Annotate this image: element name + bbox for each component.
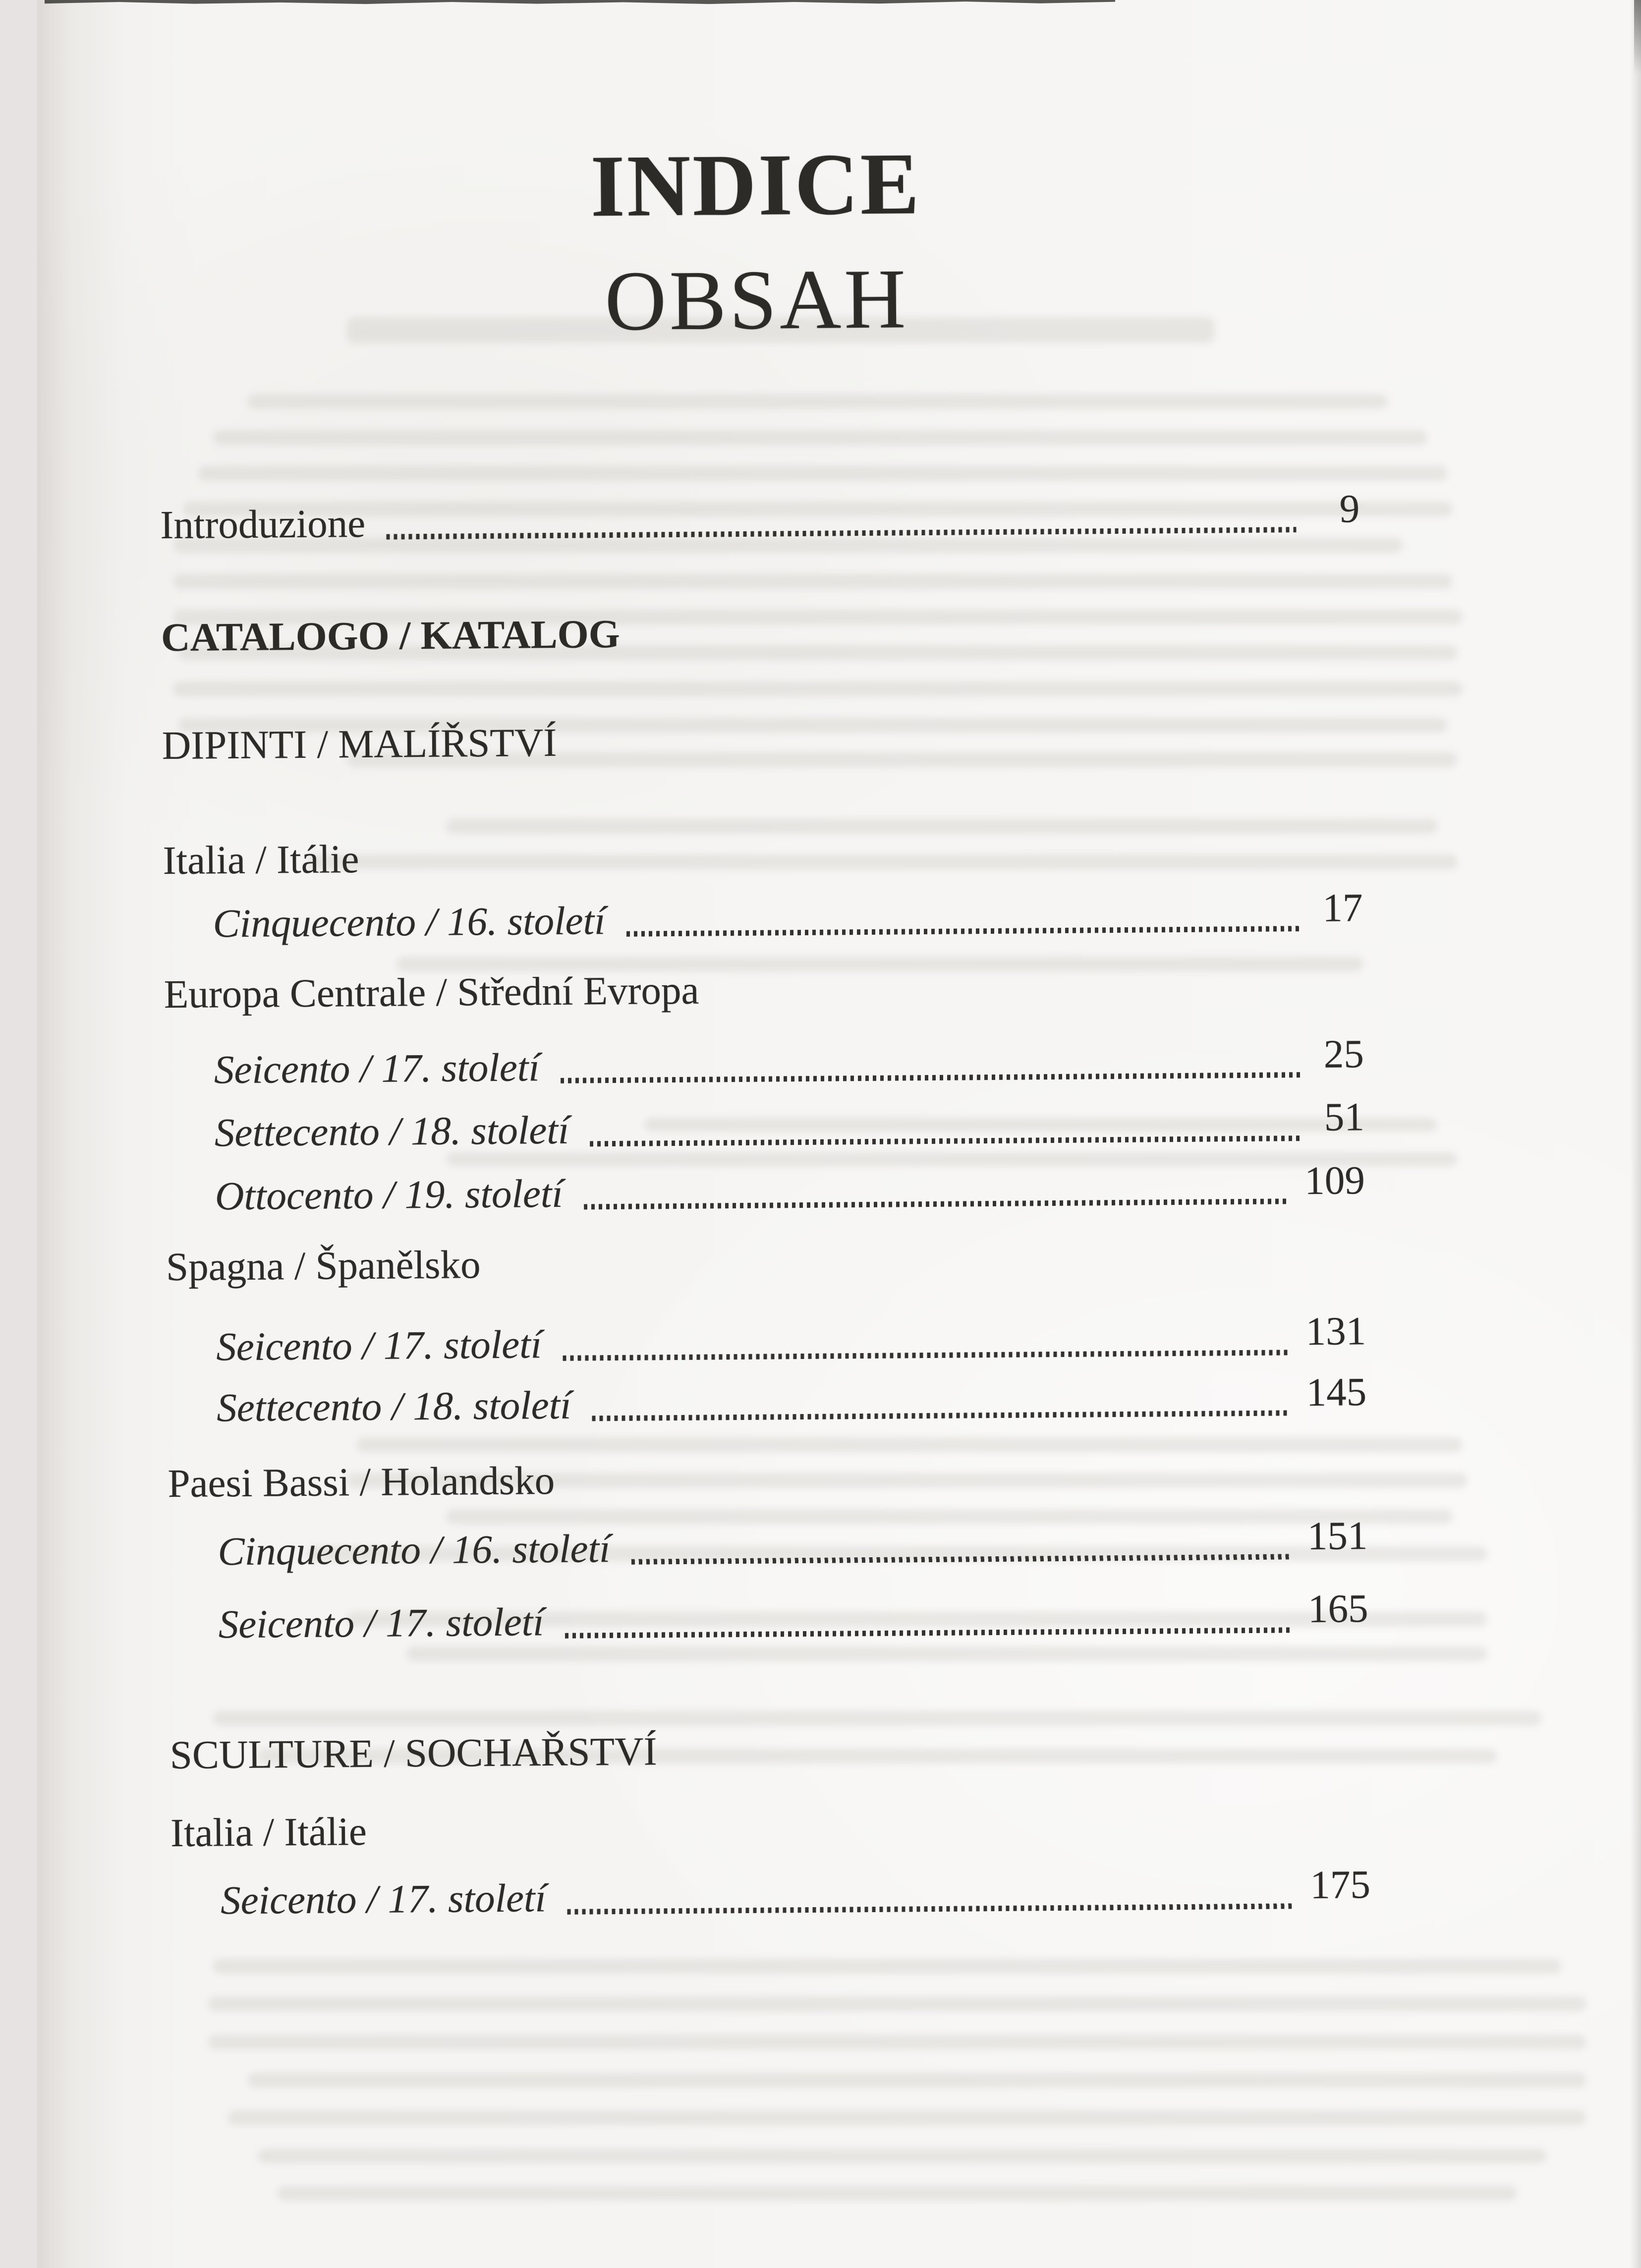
toc-label: Italia / Itálie bbox=[170, 1809, 367, 1856]
page-title bbox=[28, 0, 1483, 348]
toc-row bbox=[165, 1095, 1364, 1162]
toc-label: Europa Centrale / Střední Evropa bbox=[164, 967, 699, 1017]
toc-label: Italia / Itálie bbox=[163, 837, 359, 883]
toc-row bbox=[166, 1229, 1366, 1296]
dot-leader bbox=[386, 527, 1296, 540]
toc-row bbox=[163, 886, 1363, 953]
toc-label: SCULTURE / SOCHAŘSTVÍ bbox=[170, 1728, 657, 1777]
toc-row bbox=[168, 1514, 1368, 1581]
toc-label: Seicento / 17. století bbox=[218, 1599, 544, 1647]
toc-page-number: 145 bbox=[1306, 1369, 1367, 1415]
title-italian: INDICE bbox=[590, 134, 922, 235]
toc-label: Seicento / 17. století bbox=[214, 1044, 540, 1092]
toc-page-number: 151 bbox=[1307, 1513, 1368, 1558]
toc-page-number: 51 bbox=[1324, 1094, 1365, 1139]
toc-row bbox=[163, 822, 1362, 890]
toc-row bbox=[164, 1032, 1364, 1099]
table-of-contents bbox=[28, 0, 1641, 2268]
page-edge-shadow bbox=[1630, 0, 1641, 2268]
toc-row bbox=[169, 1587, 1368, 1654]
scan-corner-artifact bbox=[1634, 0, 1641, 74]
toc-row bbox=[160, 487, 1360, 554]
toc-row bbox=[164, 956, 1363, 1023]
toc-page-number: 109 bbox=[1304, 1157, 1365, 1203]
toc-label: Spagna / Španělsko bbox=[166, 1242, 481, 1290]
toc-label: Settecento / 18. století bbox=[214, 1107, 569, 1155]
dot-leader bbox=[567, 1903, 1292, 1914]
toc-label: Seicento / 17. století bbox=[220, 1875, 547, 1923]
toc-row bbox=[171, 1863, 1371, 1930]
dot-leader bbox=[590, 1135, 1301, 1146]
toc-label: Seicento / 17. století bbox=[216, 1322, 542, 1369]
toc-row bbox=[170, 1717, 1369, 1784]
dot-leader bbox=[631, 1554, 1289, 1564]
toc-label: Settecento / 18. století bbox=[216, 1382, 571, 1430]
toc-label: CATALOGO / KATALOG bbox=[161, 612, 621, 660]
toc-label: Cinquecento / 16. století bbox=[213, 898, 606, 946]
toc-row bbox=[165, 1158, 1365, 1226]
toc-label: Introduzione bbox=[160, 501, 366, 548]
toc-page-number: 17 bbox=[1322, 885, 1363, 930]
toc-label: Cinquecento / 16. století bbox=[218, 1526, 611, 1574]
toc-page-number: 9 bbox=[1339, 486, 1360, 531]
toc-page-number: 131 bbox=[1305, 1308, 1366, 1354]
toc-row bbox=[162, 707, 1361, 775]
dot-leader bbox=[592, 1411, 1288, 1421]
dot-leader bbox=[565, 1627, 1290, 1638]
toc-row bbox=[167, 1309, 1366, 1376]
dot-leader bbox=[626, 926, 1300, 937]
paper-sheet bbox=[37, 0, 1641, 2268]
title-czech: OBSAH bbox=[604, 252, 909, 349]
toc-label: Ottocento / 19. století bbox=[215, 1171, 564, 1218]
toc-page-number: 175 bbox=[1310, 1862, 1371, 1908]
toc-label: Paesi Bassi / Holandsko bbox=[168, 1458, 555, 1506]
toc-row bbox=[161, 600, 1361, 667]
toc-page-number: 165 bbox=[1307, 1586, 1368, 1632]
toc-row bbox=[170, 1795, 1370, 1862]
dot-leader bbox=[584, 1198, 1286, 1209]
toc-row bbox=[167, 1370, 1367, 1437]
toc-page-number: 25 bbox=[1323, 1031, 1364, 1077]
dot-leader bbox=[563, 1350, 1287, 1361]
dot-leader bbox=[561, 1072, 1301, 1083]
toc-row bbox=[168, 1445, 1367, 1513]
toc-list bbox=[160, 487, 1371, 1930]
toc-label: DIPINTI / MALÍŘSTVÍ bbox=[162, 720, 557, 768]
